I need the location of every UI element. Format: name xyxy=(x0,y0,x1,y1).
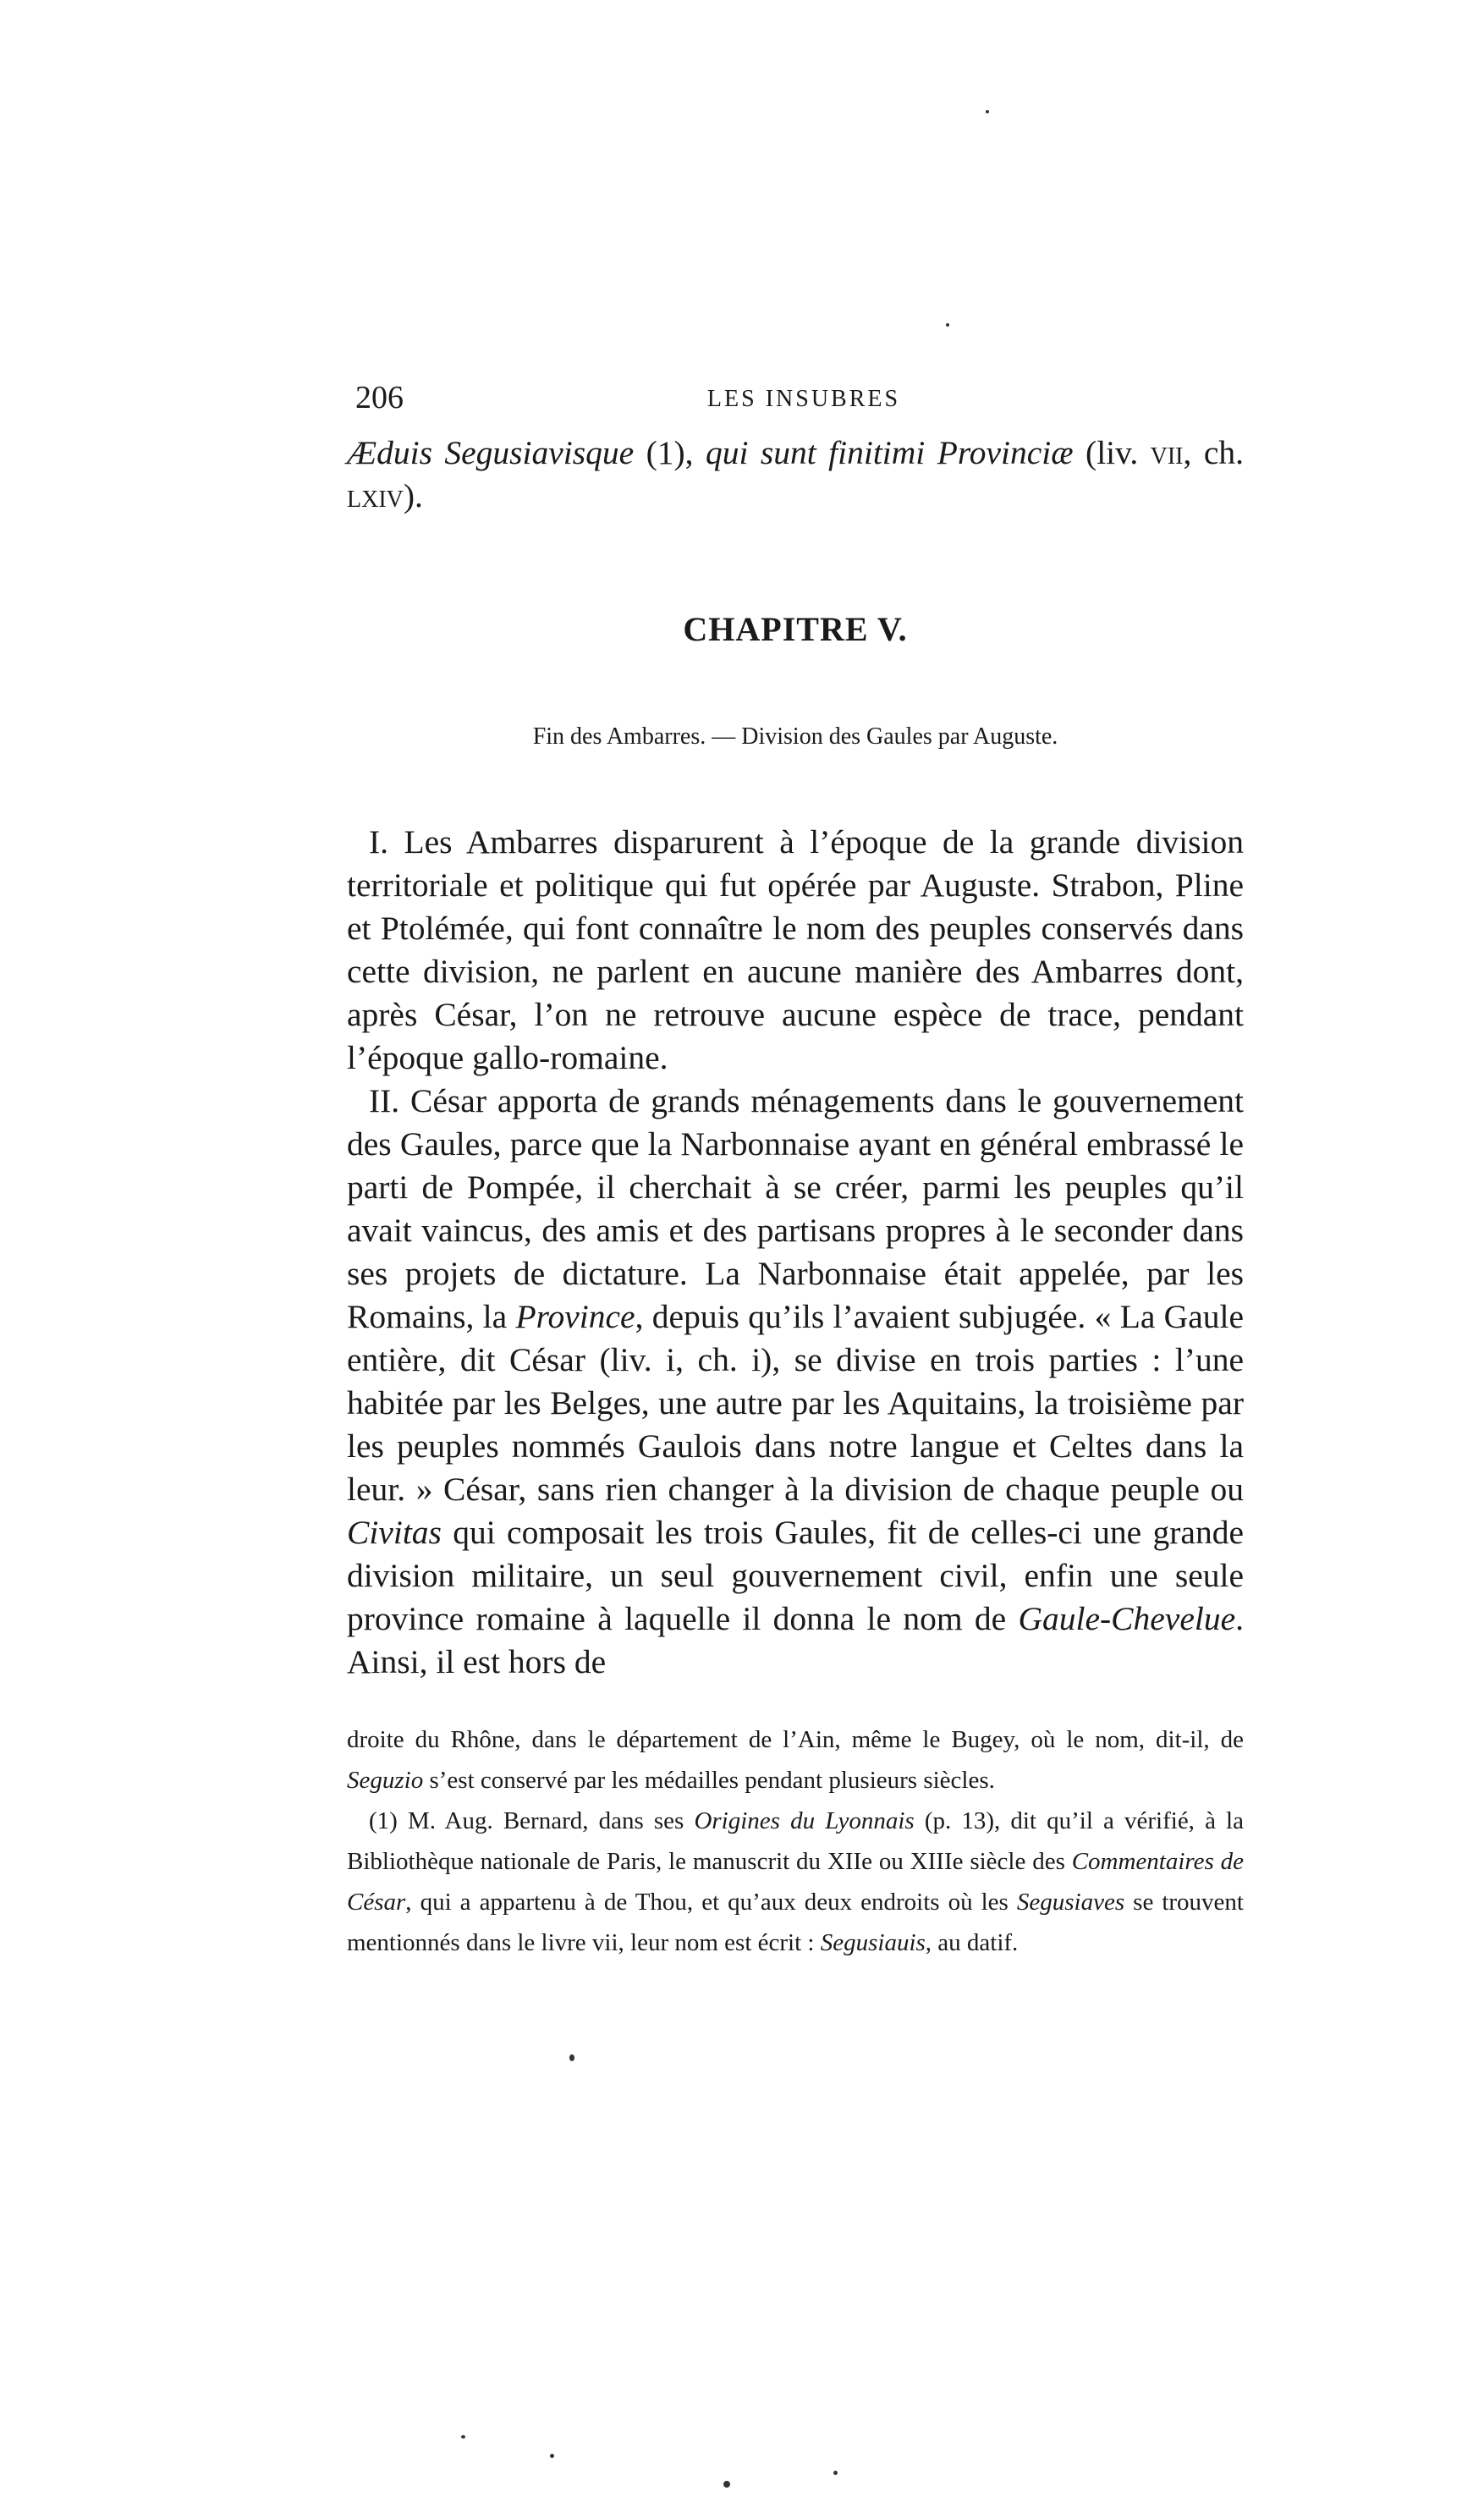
footnote-continuation xyxy=(347,1719,1244,1801)
reference-close: ). xyxy=(403,477,423,514)
scan-speck xyxy=(461,2435,465,2439)
paragraph-2 xyxy=(347,1080,1244,1684)
gaule-chevelue-term: Gaule-Chevelue xyxy=(1018,1600,1236,1637)
book-number: vii xyxy=(1150,434,1184,471)
reference-open: (liv. xyxy=(1073,434,1151,471)
page-number: 206 xyxy=(355,380,404,415)
scan-speck xyxy=(569,2054,574,2061)
continuation-text xyxy=(347,432,1244,518)
commentaires-title: Commentaires de César xyxy=(347,1848,1244,1916)
reference-mid: , ch. xyxy=(1183,434,1244,471)
footnote-1-part-b: (p. 13), dit qu’il a vérifié, à la Bibliothèque nationale de Paris, le manuscrit du XIIe ou XIIIe siècle des xyxy=(347,1807,1244,1875)
continuation-paragraph xyxy=(347,432,1244,518)
civitas-term: Civitas xyxy=(347,1514,442,1551)
chapter-title: CHAPITRE V. xyxy=(683,610,908,648)
latin-phrase-2: qui sunt finitimi Provinciæ xyxy=(705,434,1074,471)
footnote-1-part-d: se trouvent mentionnés dans le livre vii, leur nom est écrit : xyxy=(347,1889,1244,1956)
footnote-1-part-e: , au datif. xyxy=(925,1929,1019,1956)
scan-speck xyxy=(986,110,989,113)
running-head: LES INSUBRES xyxy=(706,386,901,412)
page-header xyxy=(355,379,1252,430)
scan-speck xyxy=(550,2454,554,2458)
paragraph-2-part-d: . Ainsi, il est hors de xyxy=(347,1600,1244,1680)
paragraph-1: I. Les Ambarres disparurent à l’époque de la grande division territoriale et politique qui fut opérée par Auguste. Strabon, Pline et Ptolémée, qui font connaître le nom des peuples conservés dans cette division, ne parlent en aucune manière des Ambarres dont, après César, l’on ne retrouve aucune espèce de trace, pendant l’époque gallo-romaine. xyxy=(347,823,1244,1076)
province-term: Province xyxy=(515,1298,635,1335)
paragraph-2-part-b: , depuis qu’ils l’avaient subjugée. « La Gaule entière, dit César (liv. i, ch. i), se divise en trois parties : l’une habitée par les Belges, une autre par les Aquitains, la troisième par les peuples nommés Gaulois dans notre langue et Celtes dans la leur. » César, sans rien changer à la division de chaque peuple ou xyxy=(347,1298,1244,1508)
origines-title: Origines du Lyonnais xyxy=(694,1807,915,1834)
seguzio-term: Seguzio xyxy=(347,1767,424,1794)
latin-phrase: Æduis Segusiavisque xyxy=(347,434,635,471)
chapter-subtitle: Fin des Ambarres. — Division des Gaules par Auguste. xyxy=(532,723,1058,750)
footnotes xyxy=(347,1719,1244,1963)
segusiauis-term: Segusiauis xyxy=(820,1929,926,1956)
footnote-1-part-a: (1) M. Aug. Bernard, dans ses xyxy=(369,1807,695,1834)
footnote-reference: (1), xyxy=(634,434,706,471)
paragraph-2-part-a: II. César apporta de grands ménagements dans le gouvernement des Gaules, parce que la Narbonnaise ayant en général embrassé le parti de Pompée, il cherchait à se créer, parmi les peuples qu’il avait vaincus, des amis et des partisans propres à le seconder dans ses projets de dictature. La Narbonnaise était appelée, par les Romains, la xyxy=(347,1082,1244,1335)
chapter-number: lxiv xyxy=(347,477,404,514)
scan-speck xyxy=(723,2481,730,2488)
footnote-continuation-end: s’est conservé par les médailles pendant plusieurs siècles. xyxy=(423,1767,995,1794)
segusiaves-term: Segusiaves xyxy=(1016,1889,1125,1916)
paragraph-2-part-c: qui composait les trois Gaules, fit de celles-ci une grande division militaire, un seul gouvernement civil, enfin une seule province romaine à laquelle il donna le nom de xyxy=(347,1514,1244,1637)
scan-speck xyxy=(833,2471,838,2475)
scan-speck xyxy=(946,323,949,327)
footnote-continuation-text: droite du Rhône, dans le département de l’Ain, même le Bugey, où le nom, dit-il, de xyxy=(347,1726,1244,1753)
footnote-1-part-c: , qui a appartenu à de Thou, et qu’aux deux endroits où les xyxy=(405,1889,1017,1916)
body-text xyxy=(347,821,1244,1684)
footnote-1 xyxy=(347,1801,1244,1963)
